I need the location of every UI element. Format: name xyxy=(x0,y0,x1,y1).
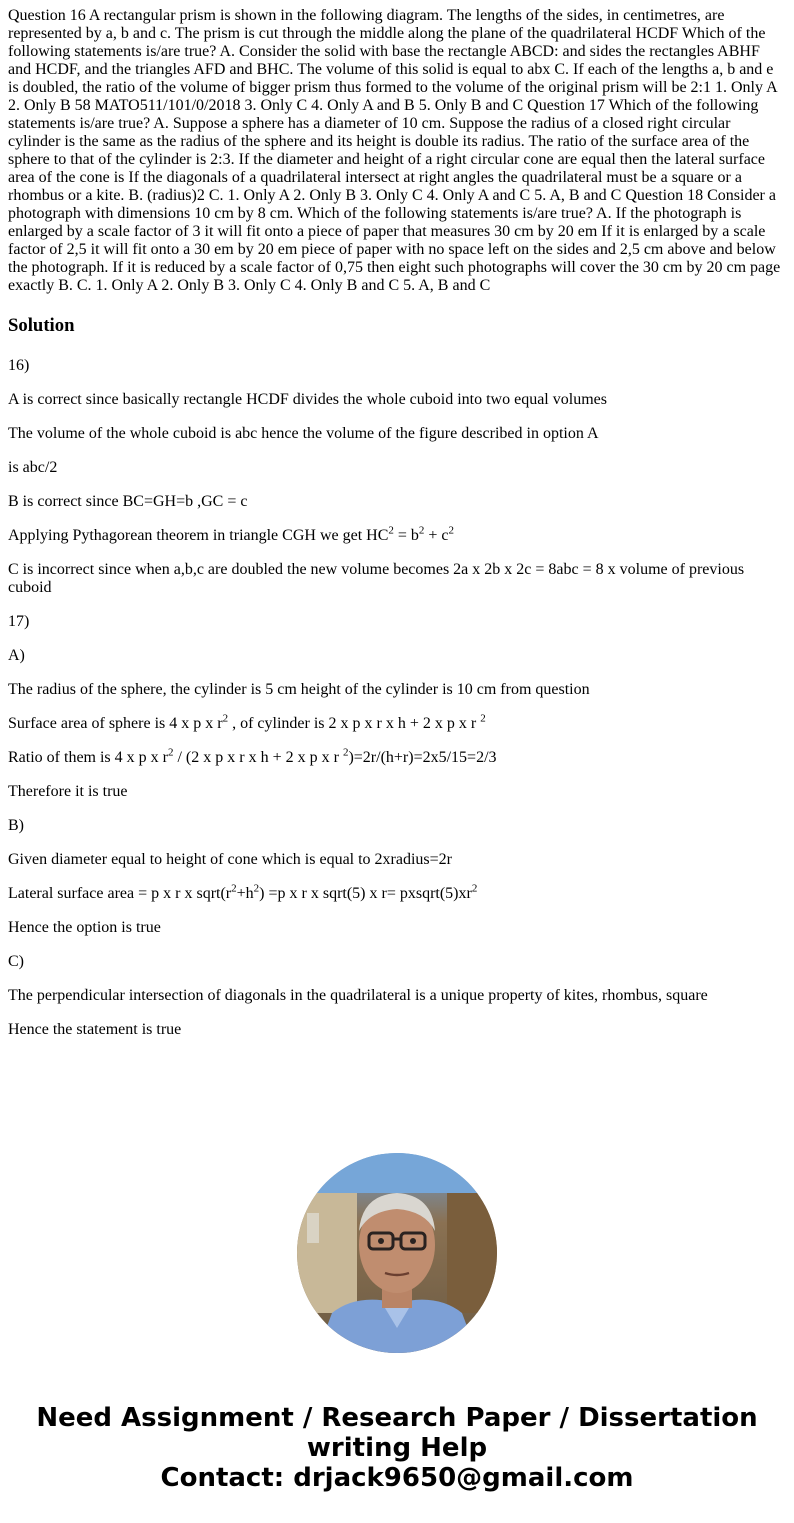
solution-line: B) xyxy=(8,817,24,834)
solution-line: B is correct since BC=GH=b ,GC = c xyxy=(8,493,248,510)
tutor-portrait-image xyxy=(297,1153,497,1353)
banner-contact: Contact: drjack9650@gmail.com xyxy=(160,1463,634,1493)
solution-line: Therefore it is true xyxy=(8,783,128,800)
solution-line-ratio: Ratio of them is 4 x p x $r^2 / (2$ x p x r x h + 2 x p x r $^2$)=2r/(h+r)=2x5/15=2/3 xyxy=(8,746,497,766)
solution-line: 16) xyxy=(8,357,30,374)
solution-line-pythagoras: Applying Pythagorean theorem in triangle CGH we get $HC^2 = b^2 + c^2$ xyxy=(8,524,455,544)
solution-line-surface-area: Surface area of sphere is 4 x p x $r^2$ , of cylinder is 2 x p x r x h + 2 x p x r $^2$ xyxy=(8,712,486,732)
solution-line: C is incorrect since when a,b,c are doubled the new volume becomes 2a x 2b x 2c = 8abc = 8 x volume of previous cuboid xyxy=(8,561,745,596)
solution-line: The radius of the sphere, the cylinder is 5 cm height of the cylinder is 10 cm from question xyxy=(8,681,590,698)
solution-line: C) xyxy=(8,953,24,970)
banner-line: Need Assignment / Research Paper / Dissertation xyxy=(36,1403,758,1433)
tutor-avatar xyxy=(297,1153,497,1353)
solution-line: The perpendicular intersection of diagonals in the quadrilateral is a unique property of kites, rhombus, square xyxy=(8,987,708,1004)
solution-line: is abc/2 xyxy=(8,459,58,476)
solution-line: Given diameter equal to height of cone which is equal to 2xradius=2r xyxy=(8,851,453,868)
solution-heading: Solution xyxy=(8,315,75,336)
banner-line: writing Help xyxy=(306,1433,488,1463)
question-text: Question 16 A rectangular prism is shown in the following diagram. The lengths of the sides, in centimetres, are represented by a, b and c. The prism is cut through the middle along the plane of the quadrilateral HCDF Which of the following statements is/are true? A. Consider the solid with base the rectangle ABCD: and sides the rectangles ABHF and HCDF, and the triangles AFD and BHC. The volume of this solid is equal to abx C. If each of the lengths a, b and e is doubled, the ratio of the volume of bigger prism thus formed to the volume of the original prism will be 2:1 1. Only A 2. Only B 58 MATO511/101/0/2018 3. Only C 4. Only A and B 5. Only B and C Question 17 Which of the following statements is/are true? A. Suppose a sphere has a diameter of 10 cm. Suppose the radius of a closed right circular cylinder is the same as the radius of the sphere and its height is double its radius. The ratio of the surface area of the sphere to that of the cylinder is 2:3. If the diameter and height of a right circular cone are equal then the lateral surface area of the cone is If the diagonals of a quadrilateral intersect at right angles the quadrilateral must be a square or a rhombus or a kite. B. (radius)2 C. 1. Only A 2. Only B 3. Only C 4. Only A and C 5. A, B and C Question 18 Consider a photograph with dimensions 10 cm by 8 cm. Which of the following statements is/are true? A. If the photograph is enlarged by a scale factor of 3 it will fit onto a piece of paper that measures 30 cm by 20 em If it is enlarged by a scale factor of 2,5 it will fit onto a 30 em by 20 em piece of paper with no space left on the sides and 2,5 cm above and below the photograph. If it is reduced by a scale factor of 0,75 then eight such photographs will cover the 30 cm by 20 cm page exactly B. C. 1. Only A 2. Only B 3. Only C 4. Only B and C 5. A, B and C xyxy=(8,7,781,294)
solution-line: Hence the option is true xyxy=(8,919,161,936)
promo-banner xyxy=(0,1403,794,1493)
solution-line: 17) xyxy=(8,613,30,630)
solution-line: Hence the statement is true xyxy=(8,1021,182,1038)
solution-line: A) xyxy=(8,647,25,664)
solution-line-lateral-area: Lateral surface area = p x r x $sqrt(r^2+h^2) =p$ x r x sqrt(5) x $r= pxsqrt(5)xr^2$ xyxy=(8,882,478,902)
solution-line: A is correct since basically rectangle HCDF divides the whole cuboid into two equal volumes xyxy=(8,391,607,408)
solution-line: The volume of the whole cuboid is abc hence the volume of the figure described in option A xyxy=(8,425,599,442)
